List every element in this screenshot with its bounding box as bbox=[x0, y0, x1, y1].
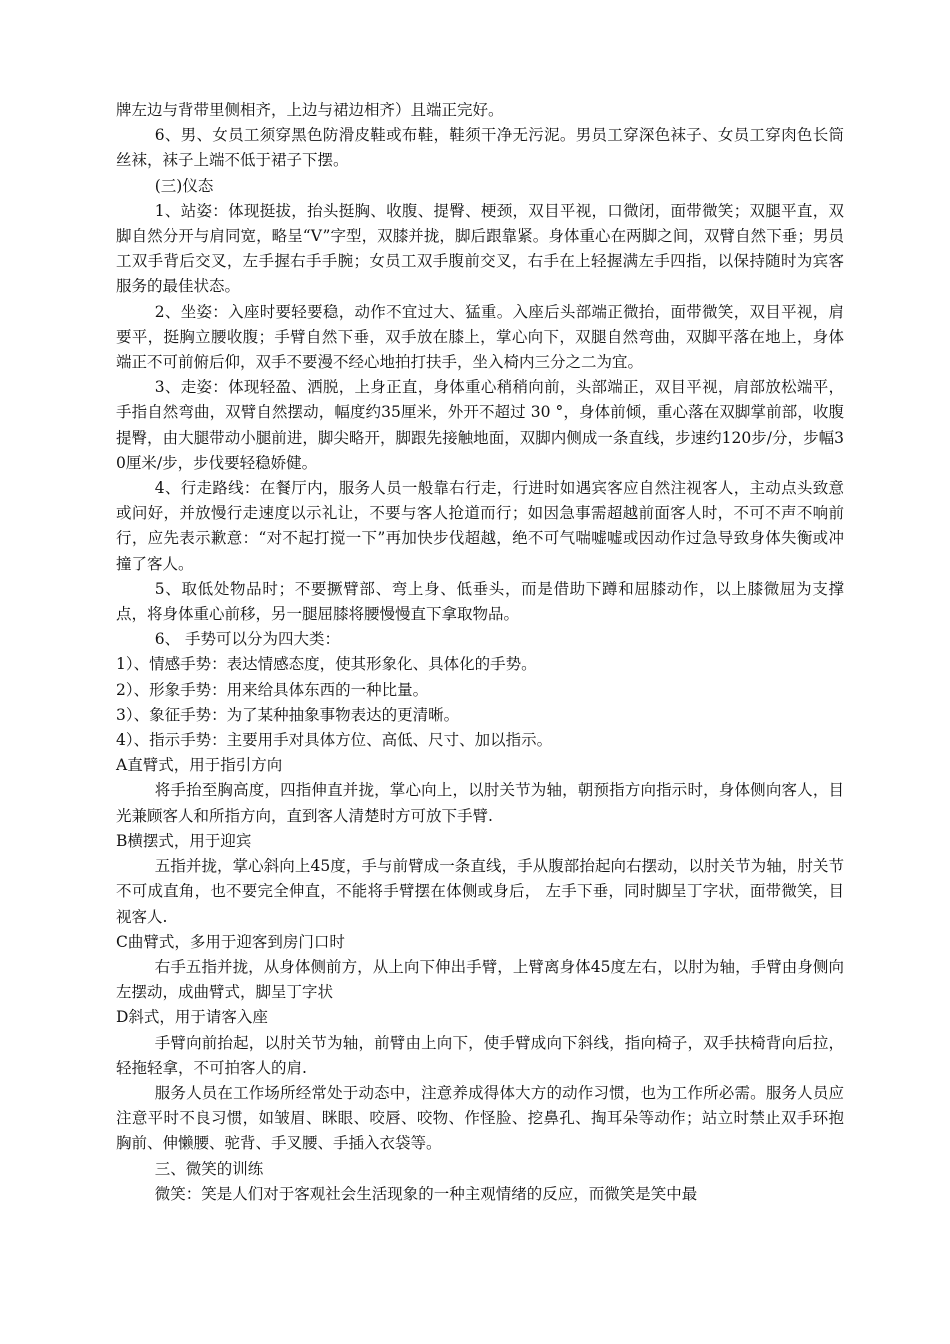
subheading-straight-arm: A直臂式，用于指引方向 bbox=[116, 756, 283, 775]
list-item-image-gesture: 2）、形象手势：用来给具体东西的一种比量。 bbox=[116, 680, 429, 699]
list-item-symbolic-gesture: 3）、象征手势：为了某种抽象事物表达的更清晰。 bbox=[116, 705, 460, 724]
paragraph-walking: 3、走姿：体现轻盈、洒脱，上身正直，身体重心稍稍向前，头部端正，双目平视，肩部放松端平，手指自然弯曲，双臂自然摆动，幅度约35厘米，外开不超过 30 °，身体前倾，重心落在双脚掌前部，收腹提臀，由大腿带动小腿前进，脚尖略开，脚跟先接触地面，双脚内侧成一条直线，步速约120步/分，步幅30厘米/步，步伐要轻稳娇健。 bbox=[116, 378, 844, 472]
paragraph-badge-continuation: 牌左边与背带里侧相齐，上边与裙边相齐）且端正完好。 bbox=[116, 101, 504, 119]
paragraph-habits: 服务人员在工作场所经常处于动态中，注意养成得体大方的动作习惯，也为工作所必需。服务人员应注意平时不良习惯，如皱眉、眯眼、咬唇、咬物、作怪脸、挖鼻孔、掏耳朵等动作；站立时禁止双手环抱胸前、伸懒腰、驼背、手叉腰、手插入衣袋等。 bbox=[116, 1083, 844, 1153]
paragraph-straight-arm: 将手抬至胸高度，四指伸直并拢，掌心向上，以肘关节为轴，朝预指方向指示时，身体侧向客人，目光兼顾客人和所指方向，直到客人清楚时方可放下手臂. bbox=[116, 781, 844, 825]
subheading-horizontal-swing: B横摆式，用于迎宾 bbox=[116, 831, 252, 850]
paragraph-walking-route: 4、行走路线：在餐厅内，服务人员一般靠右行走，行进时如遇宾客应自然注视客人，主动点头致意或问好，并放慢行走速度以示礼让，不要与客人抢道而行；如因急事需超越前面客人时，不可不声不响前行，应先表示歉意：“对不起打搅一下”再加快步伐超越，绝不可气喘嘘嘘或因动作过急导致身体失衡或冲撞了客人。 bbox=[116, 479, 844, 573]
paragraph-picking-up: 5、取低处物品时；不要撅臂部、弯上身、低垂头，而是借助下蹲和屈膝动作，以上膝微屈为支撑点，将身体重心前移，另一腿屈膝将腰慢慢直下拿取物品。 bbox=[116, 579, 844, 624]
subheading-curved-arm: C曲臂式，多用于迎客到房门口时 bbox=[116, 932, 345, 951]
paragraph-horizontal-swing: 五指并拢，掌心斜向上45度，手与前臂成一条直线，手从腹部抬起向右摆动，以肘关节为轴，肘关节不可成直角，也不要完全伸直，不能将手臂摆在体侧或身后， 左手下垂，同时脚呈丁字状，面带微笑，目视客人. bbox=[116, 857, 844, 926]
section-heading-smile-training: 三、微笑的训练 bbox=[154, 1159, 264, 1178]
subheading-oblique: D斜式，用于请客入座 bbox=[116, 1008, 268, 1027]
list-item-pointing-gesture: 4）、指示手势：主要用手对具体方位、高低、尺寸、加以指示。 bbox=[116, 731, 553, 750]
paragraph-sitting: 2、坐姿：入座时要轻要稳，动作不宜过大、猛重。入座后头部端正微抬，面带微笑，双目平视，肩要平，挺胸立腰收腹；手臂自然下垂，双手放在膝上，掌心向下，双腿自然弯曲，双脚平落在地上，身体端正不可前俯后仰，双手不要漫不经心地拍打扶手，坐入椅内三分之二为宜。 bbox=[116, 302, 844, 372]
paragraph-standing: 1、站姿：体现挺拔，抬头挺胸、收腹、提臀、梗颈，双目平视，口微闭，面带微笑；双腿平直，双脚自然分开与肩同宽，略呈“V”字型，双膝并拢，脚后跟靠紧。身体重心在两脚之间，双臂自然下垂；男员工双手背后交叉，左手握右手手腕；女员工双手腹前交叉，右手在上轻握满左手四指，以保持随时为宾客服务的最佳状态。 bbox=[116, 201, 844, 296]
paragraph-smile: 微笑：笑是人们对于客观社会生活现象的一种主观情绪的反应，而微笑是笑中最 bbox=[154, 1184, 698, 1203]
document-body bbox=[116, 98, 844, 1207]
paragraph-oblique: 手臂向前抬起，以肘关节为轴，前臂由上向下，使手臂成向下斜线，指向椅子，双手扶椅背向后拉，轻拖轻拿，不可拍客人的肩. bbox=[116, 1033, 844, 1077]
paragraph-shoes: 6、男、女员工须穿黑色防滑皮鞋或布鞋，鞋须干净无污泥。男员工穿深色袜子、女员工穿肉色长筒丝袜，袜子上端不低于裙子下摆。 bbox=[116, 126, 844, 170]
list-item-emotional-gesture: 1）、情感手势：表达情感态度，使其形象化、具体化的手势。 bbox=[116, 655, 537, 674]
paragraph-gestures-intro: 6、 手势可以分为四大类： bbox=[154, 630, 341, 649]
paragraph-curved-arm: 右手五指并拢，从身体侧前方，从上向下伸出手臂，上臂离身体45度左右，以肘为轴，手臂由身侧向左摆动，成曲臂式，脚呈丁字状 bbox=[116, 957, 844, 1002]
section-heading-demeanor: (三)仪态 bbox=[154, 176, 214, 195]
